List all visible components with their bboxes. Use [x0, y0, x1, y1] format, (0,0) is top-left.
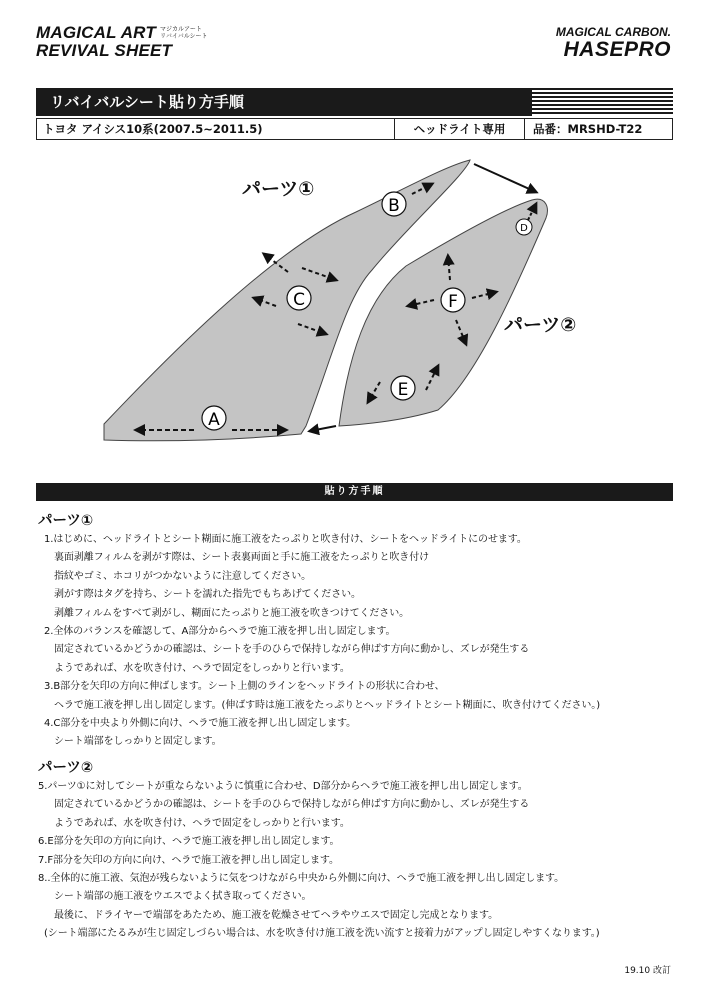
step-line: シート端部の施工液をウエスでよく拭き取ってください。 [54, 891, 312, 903]
marker-a-label: A [208, 410, 220, 430]
brand-sub [160, 26, 208, 40]
step-line: ようであれば、水を吹き付け、ヘラで固定をしっかりと行います。 [54, 662, 350, 674]
product-info-row [36, 118, 673, 140]
brand-sub1: マジカルアート [160, 26, 202, 33]
page-title: リバイバルシート貼り方手順 [50, 93, 244, 111]
marker-c [287, 286, 311, 310]
marker-e-label: E [397, 380, 409, 400]
step-line: 5.パーツ①に対してシートが重ならないように慎重に合わせ、D部分からヘラで施工液を押し出し固定します。 [38, 780, 528, 792]
brand-magical-carbon: MAGICAL CARBON. [555, 25, 671, 39]
marker-a [202, 406, 226, 430]
section-header: 貼り方手順 [36, 483, 673, 501]
edge-arrow-top [474, 164, 536, 192]
step-line: 6.E部分を矢印の方向に向け、ヘラで施工液を押し出し固定します。 [38, 836, 340, 848]
marker-c-label: C [293, 290, 305, 310]
marker-e [391, 376, 415, 400]
step-line: 2.全体のバランスを確認して、A部分からヘラで施工液を押し出し固定します。 [44, 626, 396, 638]
step-line: 7.F部分を矢印の方向に向け、ヘラで施工液を押し出し固定します。 [38, 854, 339, 866]
step-line: ようであれば、水を吹き付け、ヘラで固定をしっかりと行います。 [54, 817, 350, 829]
headlight-diagram [36, 148, 673, 448]
title-stripes [532, 88, 673, 116]
step-line: 3.B部分を矢印の方向に伸ばします。シート上側のラインをヘッドライトの形状に合わせ、 [44, 681, 445, 693]
brand-line1: MAGICAL ART [36, 23, 156, 42]
step-line: 裏面剥離フィルムを剥がす際は、シート表裏両面と手に施工液をたっぷりと吹き付け [54, 552, 429, 564]
step-line: 最後に、ドライヤーで端部をあたため、施工液を乾燥させてヘラやウエスで固定し完成となります。 [54, 909, 498, 921]
vehicle-model: トヨタ アイシス10系(2007.5~2011.5) [37, 119, 395, 139]
application-type: ヘッドライト専用 [395, 119, 525, 139]
step-line: 4.C部分を中央より外側に向け、ヘラで施工液を押し出し固定します。 [44, 718, 357, 730]
part2-label: パーツ② [504, 314, 577, 336]
step-line: 固定されているかどうかの確認は、シートを手のひらで保持しながら伸ばす方向に動かし、ズレが発生する [54, 799, 530, 811]
marker-d-label: D [520, 223, 528, 234]
edge-arrow-bottom [310, 426, 336, 431]
step-line: 8..全体的に施工液、気泡が残らないように気をつけながら中央から外側に向け、ヘラで施工液を押し出し固定します。 [38, 872, 565, 884]
revision-note: 19.10 改訂 [624, 966, 671, 976]
brand-logo-hasepro [556, 26, 671, 61]
step-line: 剥離フィルムをすべて剥がし、糊面にたっぷりと施工液を吹きつけてください。 [54, 607, 409, 619]
marker-b [382, 192, 406, 216]
marker-b-label: B [388, 196, 400, 216]
step-line: シート端部をしっかりと固定します。 [54, 736, 222, 748]
product-code: 品番：MRSHD-T22 [533, 122, 643, 136]
part2-heading: パーツ② [38, 759, 94, 776]
brand-line2: REVIVAL SHEET [36, 41, 173, 60]
step-line: 1.はじめに、ヘッドライトとシート糊面に施工液をたっぷりと吹き付け、シートをヘッドライトにのせます。 [44, 534, 527, 545]
part1-heading: パーツ① [38, 513, 94, 529]
step-line: 固定されているかどうかの確認は、シートを手のひらで保持しながら伸ばす方向に動かし、ズレが発生する [54, 644, 530, 656]
marker-f [441, 288, 465, 312]
brand-logo-magical-art [36, 24, 206, 60]
brand-hasepro: HASEPRO [563, 38, 671, 61]
brand-sub2: リバイバルシート [160, 33, 208, 40]
step-line: ヘラで施工液を押し出し固定します。(伸ばす時は施工液をたっぷりとヘッドライトとシート糊面に、吹き付けてください。) [54, 699, 601, 711]
part1-label: パーツ① [242, 178, 315, 200]
step-line: (シート端部にたるみが生じ固定しづらい場合は、水を吹き付け施工液を洗い流すと接着力がアップし固定しやすくなります。) [44, 928, 600, 940]
step-line: 剥がす際はタグを持ち、シートを濡れた指先でもちあげてください。 [54, 589, 361, 601]
title-bar [36, 88, 673, 116]
marker-f-label: F [448, 292, 458, 312]
marker-d [516, 219, 532, 235]
step-line: 指紋やゴミ、ホコリがつかないように注意してください。 [54, 570, 311, 582]
instructions [38, 511, 678, 944]
